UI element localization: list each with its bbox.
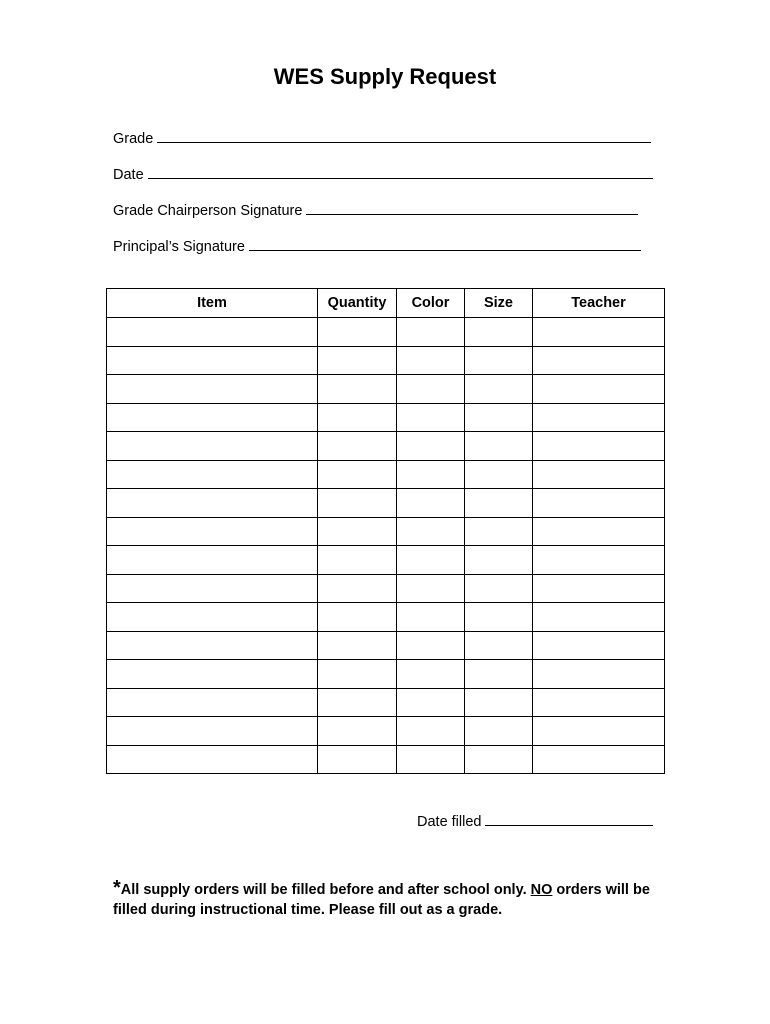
- cell-teacher[interactable]: [533, 375, 665, 404]
- date-filled-blank[interactable]: [485, 811, 653, 826]
- asterisk: *: [113, 877, 121, 899]
- table-body: [107, 318, 665, 774]
- table-row: [107, 375, 665, 404]
- cell-color[interactable]: [397, 517, 465, 546]
- cell-teacher[interactable]: [533, 346, 665, 375]
- date-blank[interactable]: [148, 164, 653, 179]
- cell-item[interactable]: [107, 318, 318, 347]
- grade-blank[interactable]: [157, 128, 651, 143]
- table-header-row: [107, 289, 665, 318]
- table-row: [107, 631, 665, 660]
- cell-size[interactable]: [465, 489, 533, 518]
- cell-item[interactable]: [107, 403, 318, 432]
- chair-signature-label: Grade Chairperson Signature: [113, 203, 303, 219]
- table-row: [107, 688, 665, 717]
- cell-size[interactable]: [465, 346, 533, 375]
- cell-size[interactable]: [465, 403, 533, 432]
- cell-size[interactable]: [465, 432, 533, 461]
- cell-color[interactable]: [397, 660, 465, 689]
- table-row: [107, 603, 665, 632]
- note-emphasis: NO: [530, 882, 553, 898]
- cell-size[interactable]: [465, 460, 533, 489]
- date-label: Date: [113, 167, 144, 183]
- cell-quantity[interactable]: [318, 375, 397, 404]
- cell-quantity[interactable]: [318, 403, 397, 432]
- cell-teacher[interactable]: [533, 688, 665, 717]
- cell-teacher[interactable]: [533, 717, 665, 746]
- date-filled-label: Date filled: [417, 814, 482, 830]
- cell-teacher[interactable]: [533, 403, 665, 432]
- cell-item[interactable]: [107, 517, 318, 546]
- date-field: [113, 164, 653, 183]
- cell-color[interactable]: [397, 688, 465, 717]
- cell-teacher[interactable]: [533, 603, 665, 632]
- table-row: [107, 346, 665, 375]
- table-row: [107, 403, 665, 432]
- cell-quantity[interactable]: [318, 574, 397, 603]
- header-color: Color: [397, 289, 465, 318]
- cell-quantity[interactable]: [318, 517, 397, 546]
- cell-color[interactable]: [397, 375, 465, 404]
- table-row: [107, 318, 665, 347]
- cell-teacher[interactable]: [533, 745, 665, 774]
- header-quantity: Quantity: [318, 289, 397, 318]
- cell-quantity[interactable]: [318, 745, 397, 774]
- cell-teacher[interactable]: [533, 631, 665, 660]
- table-row: [107, 574, 665, 603]
- cell-color[interactable]: [397, 432, 465, 461]
- cell-color[interactable]: [397, 574, 465, 603]
- cell-color[interactable]: [397, 631, 465, 660]
- cell-item[interactable]: [107, 546, 318, 575]
- cell-quantity[interactable]: [318, 688, 397, 717]
- table-row: [107, 517, 665, 546]
- note-part2: orders will be filled during instructional time. Please fill out as a grade.: [113, 882, 650, 918]
- cell-color[interactable]: [397, 546, 465, 575]
- cell-item[interactable]: [107, 603, 318, 632]
- cell-teacher[interactable]: [533, 318, 665, 347]
- cell-size[interactable]: [465, 660, 533, 689]
- cell-teacher[interactable]: [533, 574, 665, 603]
- table-row: [107, 660, 665, 689]
- cell-size[interactable]: [465, 631, 533, 660]
- date-filled-field: [417, 811, 653, 830]
- cell-size[interactable]: [465, 517, 533, 546]
- chair-signature-blank[interactable]: [306, 200, 638, 215]
- header-size: Size: [465, 289, 533, 318]
- principal-signature-field: [113, 236, 641, 255]
- cell-item[interactable]: [107, 660, 318, 689]
- cell-quantity[interactable]: [318, 546, 397, 575]
- cell-quantity[interactable]: [318, 432, 397, 461]
- cell-color[interactable]: [397, 318, 465, 347]
- note-part1: All supply orders will be filled before and after school only.: [120, 882, 531, 898]
- table-row: [107, 717, 665, 746]
- cell-item[interactable]: [107, 432, 318, 461]
- cell-item[interactable]: [107, 489, 318, 518]
- page-title: WES Supply Request: [273, 64, 497, 89]
- cell-size[interactable]: [465, 603, 533, 632]
- cell-color[interactable]: [397, 460, 465, 489]
- cell-quantity[interactable]: [318, 717, 397, 746]
- chair-signature-field: [113, 200, 638, 219]
- cell-size[interactable]: [465, 318, 533, 347]
- cell-quantity[interactable]: [318, 631, 397, 660]
- cell-quantity[interactable]: [318, 318, 397, 347]
- cell-item[interactable]: [107, 460, 318, 489]
- header-teacher: Teacher: [533, 289, 665, 318]
- cell-item[interactable]: [107, 688, 318, 717]
- cell-item[interactable]: [107, 631, 318, 660]
- cell-size[interactable]: [465, 546, 533, 575]
- supply-table: [106, 288, 665, 774]
- cell-teacher[interactable]: [533, 660, 665, 689]
- table-row: [107, 489, 665, 518]
- cell-color[interactable]: [397, 717, 465, 746]
- cell-color[interactable]: [397, 745, 465, 774]
- cell-quantity[interactable]: [318, 660, 397, 689]
- cell-item[interactable]: [107, 346, 318, 375]
- table-row: [107, 432, 665, 461]
- cell-item[interactable]: [107, 375, 318, 404]
- cell-color[interactable]: [397, 403, 465, 432]
- cell-teacher[interactable]: [533, 432, 665, 461]
- cell-quantity[interactable]: [318, 346, 397, 375]
- grade-field: [113, 128, 651, 147]
- cell-teacher[interactable]: [533, 489, 665, 518]
- cell-size[interactable]: [465, 688, 533, 717]
- cell-quantity[interactable]: [318, 460, 397, 489]
- table-row: [107, 460, 665, 489]
- table-row: [107, 546, 665, 575]
- principal-signature-label: Principal’s Signature: [113, 239, 245, 255]
- cell-size[interactable]: [465, 574, 533, 603]
- cell-size[interactable]: [465, 717, 533, 746]
- cell-color[interactable]: [397, 489, 465, 518]
- cell-size[interactable]: [465, 745, 533, 774]
- note-text: [113, 877, 673, 920]
- cell-item[interactable]: [107, 745, 318, 774]
- principal-signature-blank[interactable]: [249, 236, 641, 251]
- cell-item[interactable]: [107, 717, 318, 746]
- table-row: [107, 745, 665, 774]
- header-item: Item: [107, 289, 318, 318]
- cell-teacher[interactable]: [533, 460, 665, 489]
- cell-teacher[interactable]: [533, 546, 665, 575]
- grade-label: Grade: [113, 131, 154, 147]
- cell-size[interactable]: [465, 375, 533, 404]
- cell-quantity[interactable]: [318, 489, 397, 518]
- cell-color[interactable]: [397, 603, 465, 632]
- cell-color[interactable]: [397, 346, 465, 375]
- cell-item[interactable]: [107, 574, 318, 603]
- cell-teacher[interactable]: [533, 517, 665, 546]
- cell-quantity[interactable]: [318, 603, 397, 632]
